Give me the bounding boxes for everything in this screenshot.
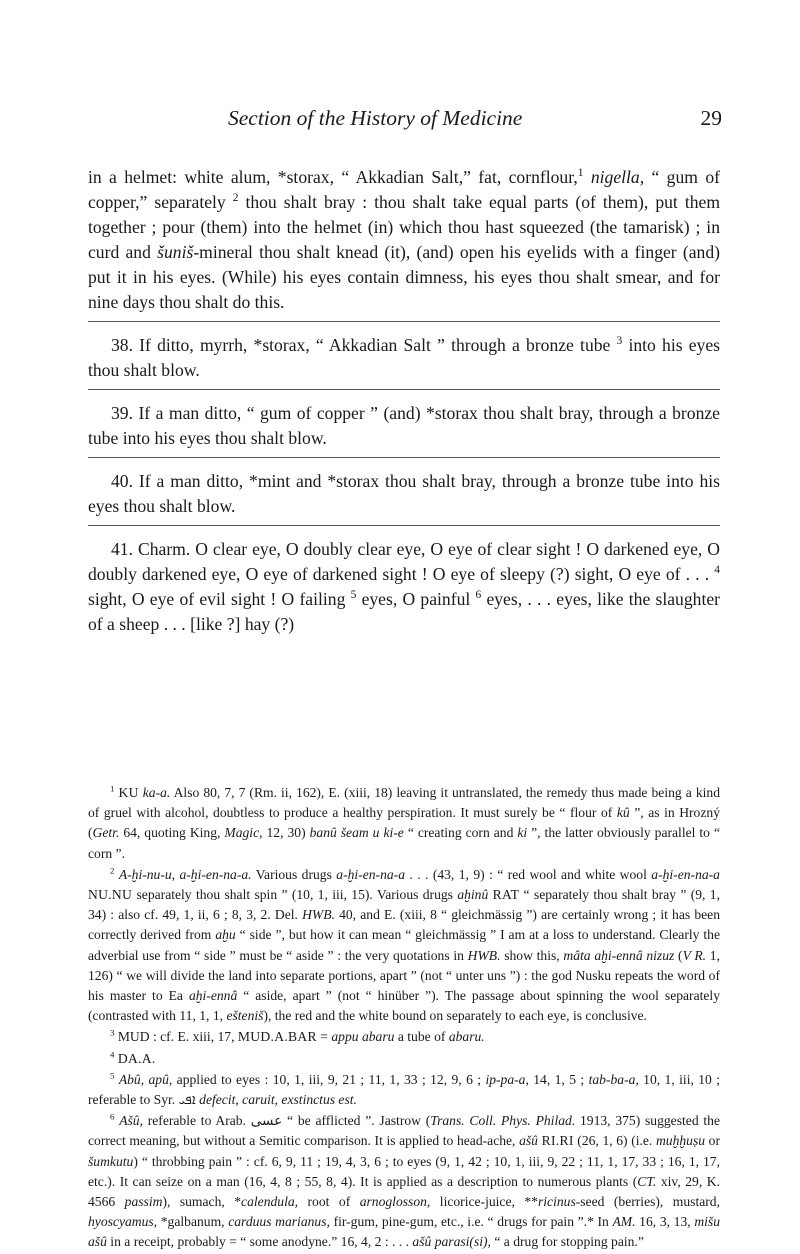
intro-text-2: nigella, — [583, 167, 645, 187]
divider — [88, 389, 720, 390]
footnote-text: carduus marianus, — [228, 1214, 330, 1230]
footnote-number: 3 — [110, 1027, 115, 1038]
footnote-text: tab-ba-a, — [588, 1071, 639, 1087]
footnote-text: ki — [517, 825, 528, 841]
paragraph-41-text-4: eyes, . . . eyes, like the slaughter of a sheep . . . [like ?] hay (?) — [88, 589, 720, 634]
arabic-word: عسى — [250, 1113, 283, 1130]
footnote-text: MUD.A.BAR — [237, 1029, 317, 1045]
footnote-text: arnoglosson, — [359, 1194, 431, 1210]
footnote-text: “ aside, apart ” (not “ hinüber ”). The passage about spinning the wool separately (contrasted with 11, 1, 1, — [88, 988, 721, 1024]
footnote-text: show this, — [500, 947, 564, 963]
footnote-1 — [88, 783, 720, 864]
footnote-text: ), the red and the white bound on separately to each eye, is conclusive. — [263, 1008, 647, 1024]
footnote-text: “ side ”, but how it can mean “ gleichmässig ” I am at a loss to understand. Clearly the adverbial use from “ side ” must be “ aside ” : the very quotations in — [88, 927, 720, 963]
footnote-ref-3: 3 — [616, 335, 623, 348]
paragraph-38-end: into his eyes thou shalt blow. — [88, 335, 721, 380]
footnote-number: 6 — [110, 1111, 115, 1122]
paragraph-41 — [88, 537, 720, 637]
footnote-text: RAT — [492, 887, 520, 903]
footnote-text: Abû, apû, — [118, 1071, 173, 1087]
intro-text-3: “ gum of copper,” separately — [88, 167, 720, 212]
paragraph-38-text: 38. If ditto, myrrh, *storax, “ Akkadian Salt ” through a bronze tube — [111, 335, 617, 355]
paragraph-41-text-1: 41. Charm. O clear eye, O doubly clear eye, O eye of clear sight ! O darkened eye, O doubly darkened eye, O eye of darkened sight ! O eye of sleepy (?) sight, O eye of . . . — [88, 539, 720, 584]
footnote-text: Also 80, 7, 7 (Rm. ii, 162), E. (xiii, 18) leaving it untranslated, the remedy thus made being a kind of gruel with alcohol, doubtless to produce a healthy perspiration. It must surely be “ flour of — [88, 785, 720, 821]
footnote-ref-4: 4 — [714, 564, 720, 577]
running-title: Section of the History of Medicine — [228, 106, 523, 130]
footnote-text: a tube of — [394, 1029, 449, 1045]
running-header — [90, 106, 720, 136]
footnote-text: CT. — [637, 1173, 657, 1189]
footnote-text: šumkutu — [88, 1153, 134, 1169]
footnote-text: xiv, 29, K. 4566 — [88, 1173, 720, 1210]
footnote-text: aḫinû — [457, 887, 489, 903]
footnote-text: Various drugs — [251, 866, 337, 882]
footnote-text: . . . (43, 1, 9) : “ red wool and white wool — [405, 866, 652, 882]
footnote-text: aḫu — [215, 927, 236, 943]
footnote-text: ip-pa-a, — [485, 1071, 529, 1087]
footnote-text: Ašû, — [119, 1113, 143, 1129]
footnote-text: Getr. — [92, 825, 120, 841]
footnote-text: ešteniš — [226, 1008, 264, 1024]
footnote-text: kû — [616, 805, 630, 821]
footnote-2 — [88, 865, 720, 1027]
footnote-text: mišu — [694, 1214, 720, 1230]
footnote-text: ricinus — [537, 1194, 576, 1210]
divider — [88, 525, 720, 526]
intro-paragraph — [88, 165, 720, 315]
footnote-text: HWB. — [302, 907, 335, 923]
footnote-text: aḫi-ennâ — [188, 988, 238, 1004]
footnote-text: (26, 1, 6) (i.e. — [573, 1133, 656, 1149]
footnote-text: “ separately thou shalt bray ” (9, 1, 34) : also cf. 49, 1, ii, 6 ; 8, 3, 2. Del. — [88, 887, 720, 923]
footnote-text: 16, 3, 13, — [635, 1214, 695, 1230]
footnote-text: banû šeam u ki-e — [309, 825, 404, 841]
footnote-text: in a receipt, probably = “ some anodyne.” 16, 4, 2 : . . . — [106, 1234, 413, 1250]
footnote-text: AM. — [612, 1214, 636, 1230]
footnote-text: muḫḫuṣu — [655, 1133, 706, 1149]
footnote-text: = — [316, 1029, 332, 1045]
divider — [88, 457, 720, 458]
page-number: 29 — [700, 106, 722, 130]
footnote-text: Magic, — [224, 825, 263, 841]
footnote-ref-6: 6 — [475, 589, 482, 602]
footnote-text: fir-gum, pine-gum, etc., i.e. “ drugs for pain ”.* In — [329, 1214, 613, 1230]
paragraph-41-text-3: eyes, O painful — [356, 589, 476, 609]
footnote-text: ašû parasi(si), — [412, 1234, 491, 1250]
footnote-ref-2: 2 — [232, 192, 239, 205]
main-text — [88, 165, 720, 637]
footnote-text: 1913, 375) suggested the correct meaning, but without a Semitic comparison. It is applied to head-ache, — [88, 1113, 720, 1149]
intro-text-5: šuniš — [157, 242, 194, 262]
footnote-3 — [88, 1027, 720, 1047]
footnote-text: applied to eyes : 10, 1, iii, 9, 21 ; 11, 1, 33 ; 12, 9, 6 ; — [172, 1071, 486, 1087]
footnote-text: 14, 1, 5 ; — [528, 1071, 589, 1087]
footnote-text: a-ḫi-en-na-a — [336, 866, 405, 882]
footnote-text: separately thou shalt spin ” (10, 1, iii, 15). Various drugs — [132, 887, 458, 903]
footnote-number: 2 — [110, 865, 115, 876]
footnote-text: MUD : cf. E. xiii, 17, — [117, 1029, 238, 1045]
paragraph-39: 39. If a man ditto, “ gum of copper ” (and) *storax thou shalt bray, through a bronze tube into his eyes thou shalt blow. — [88, 403, 720, 448]
footnote-text: Trans. Coll. Phys. Philad. — [430, 1113, 576, 1129]
footnote-text: licorice-juice, ** — [430, 1194, 538, 1210]
footnote-4 — [88, 1049, 720, 1069]
footnote-text: hyoscyamus, — [88, 1214, 158, 1230]
footnote-text: ašû — [88, 1234, 107, 1250]
footnote-text: referable to Arab. — [142, 1113, 251, 1129]
footnote-ref-1: 1 — [577, 167, 584, 180]
footnote-number: 1 — [110, 783, 115, 794]
footnote-text: HWB. — [467, 947, 501, 963]
footnote-text: ka-a. — [142, 785, 171, 800]
footnote-text: -seed (berries), mustard, — [575, 1194, 720, 1210]
footnote-text: “ a drug for stopping pain.” — [490, 1234, 644, 1250]
footnote-number: 4 — [110, 1049, 115, 1060]
footnote-text: “ creating corn and — [403, 825, 518, 841]
footnote-text: 64, quoting King, — [119, 825, 225, 841]
footnote-text: ), sumach, * — [162, 1194, 242, 1210]
intro-text-4: thou shalt bray : thou shalt take equal parts (of them), put them together ; pour (them) into the helmet (in) which thou hast squeezed (the tamarisk) ; in curd and — [88, 192, 720, 262]
syriac-word: ܐܦܝ — [178, 1092, 196, 1109]
footnote-text: abaru. — [448, 1029, 485, 1045]
intro-text-1: in a helmet: white alum, *storax, “ Akkadian Salt,” fat, cornflour, — [88, 167, 578, 187]
footnote-text: DA.A. — [117, 1050, 156, 1066]
footnote-text: “ be afflicted ”. Jastrow ( — [282, 1113, 431, 1129]
footnote-text: mâta aḫi-ennâ nizuz — [563, 947, 675, 963]
footnote-text: ”, as in Hrozný ( — [88, 805, 720, 841]
footnotes — [88, 783, 720, 1254]
paragraph-41-text-2: sight, O eye of evil sight ! O failing — [88, 589, 351, 609]
footnote-text: V R. — [682, 947, 707, 963]
intro-text-6: -mineral thou shalt knead (it), (and) open his eyelids with a finger (and) put it in his eyes. (While) his eyes contain dimness, his eyes thou shalt smear, and for nine days thou shalt do this. — [88, 242, 721, 312]
footnote-text: ( — [674, 947, 683, 963]
footnote-text: 40, and E. (xiii, 8 “ gleichmässig ”) are certainly wrong ; it has been correctly derived from — [88, 907, 720, 943]
paragraph-38 — [88, 333, 720, 383]
footnote-text: ) “ throbbing pain ” : cf. 6, 9, 11 ; 19, 4, 3, 6 ; to eyes (9, 1, 42 ; 10, 1, iii, 9, 22 ; 11, 1, 17, 33 ; 16, 1, 17, etc.). It can seize on a man (16, 4, 8 ; 55, 8, 4). It is applied as a description to numerous plants ( — [88, 1153, 720, 1189]
footnote-text: 1, 126) “ we will divide the land into separate portions, apart ” (not “ unter uns ”) : the god Nusku repeats the word of his master to Ea — [88, 947, 720, 1004]
divider — [88, 321, 720, 322]
footnote-number: 5 — [110, 1070, 115, 1081]
footnote-ref-5: 5 — [350, 589, 357, 602]
footnote-text: *galbanum, — [157, 1214, 229, 1230]
footnote-text: root of — [298, 1194, 360, 1210]
footnote-text: or — [705, 1133, 720, 1149]
footnote-text: NU.NU — [88, 887, 133, 903]
footnote-text: KU — [118, 785, 139, 800]
footnote-text: 10, 1, iii, 10 ; referable to Syr. — [88, 1071, 721, 1108]
paragraph-40: 40. If a man ditto, *mint and *storax thou shalt bray, through a bronze tube into his eyes thou shalt blow. — [88, 471, 720, 516]
footnote-5 — [88, 1070, 720, 1110]
footnote-text: appu abaru — [331, 1029, 395, 1045]
footnote-text: a-ḫi-en-na-a — [651, 866, 720, 882]
footnote-text: ašû — [519, 1133, 538, 1149]
footnote-text: RI.RI — [541, 1133, 574, 1149]
footnote-text: passim — [124, 1194, 163, 1210]
footnote-text: A-ḫi-nu-u, a-ḫi-en-na-a. — [118, 866, 252, 882]
footnote-text: 12, 30) — [262, 825, 310, 841]
footnote-text: ”, the latter obviously parallel to “ corn ”. — [88, 825, 720, 861]
footnote-text: calendula, — [241, 1194, 299, 1210]
footnote-6 — [88, 1111, 720, 1252]
footnote-text: defecit, caruit, exstinctus est. — [199, 1092, 357, 1108]
